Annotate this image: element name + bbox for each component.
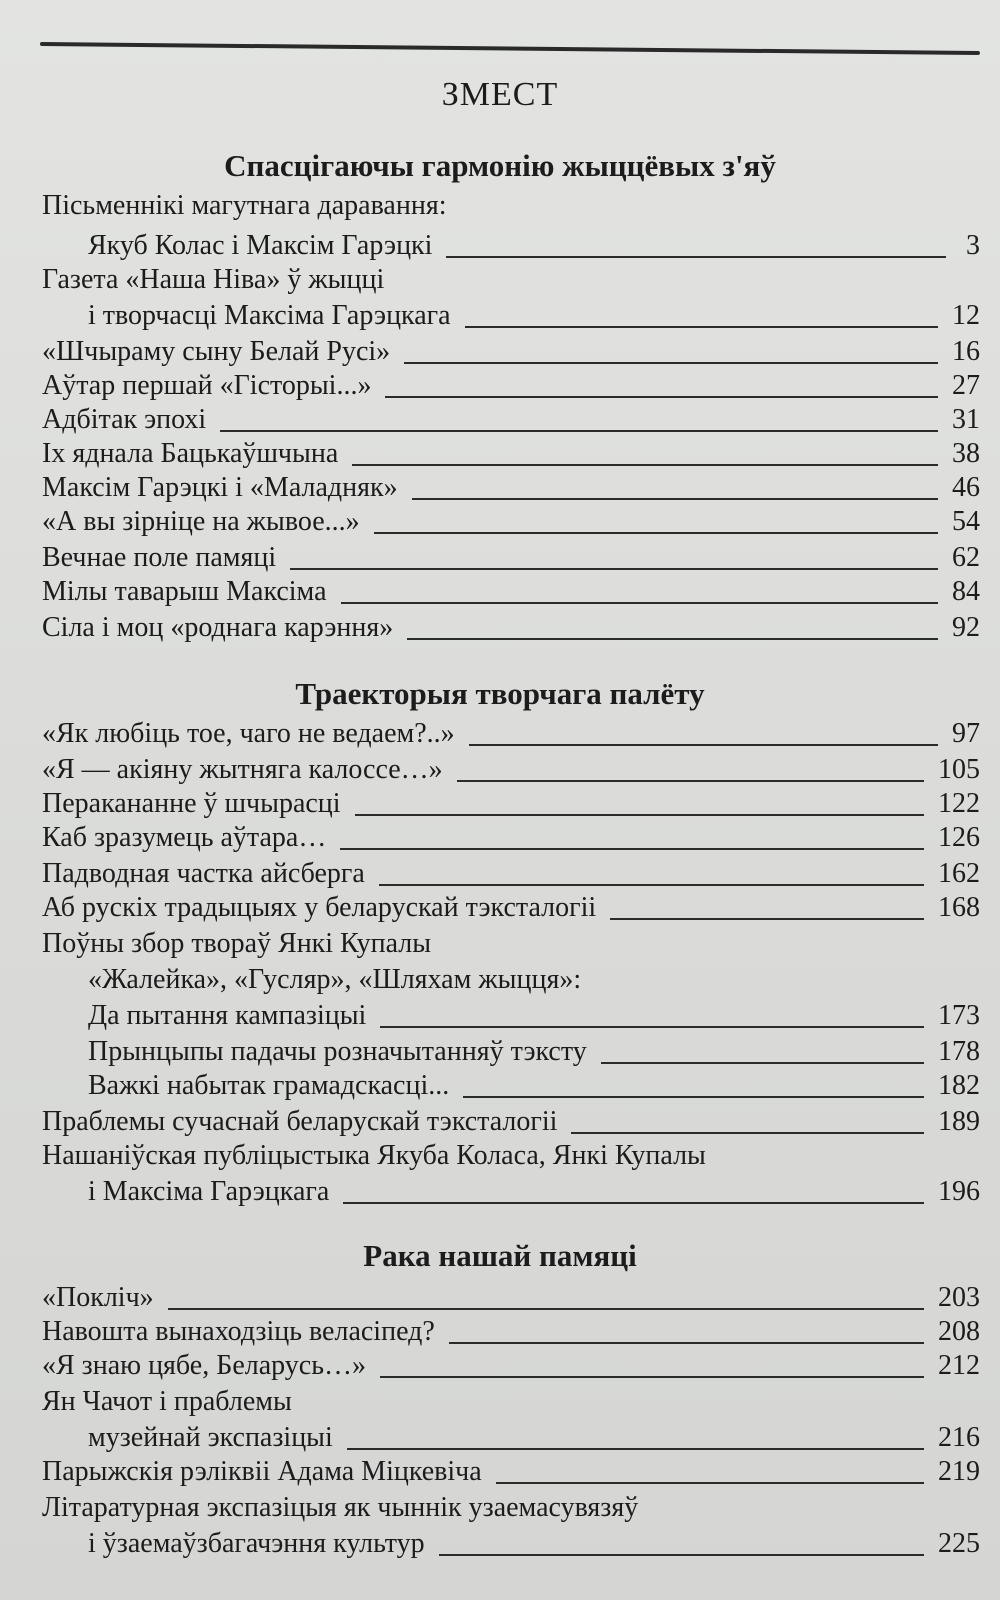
toc-entry: «Я знаю цябе, Беларусь…» 212 — [42, 1350, 980, 1381]
toc-entry: «Шчыраму сыну Белай Русі» 16 — [42, 336, 980, 367]
toc-entry: Важкі набытак грамадскасці... 182 — [88, 1070, 980, 1101]
toc-entry: і Максіма Гарэцкага 196 — [88, 1176, 980, 1207]
top-rule — [40, 42, 980, 55]
toc-entry: Максім Гарэцкі і «Маладняк» 46 — [42, 472, 980, 503]
toc-entry: Праблемы сучаснай беларускай тэксталогіі 189 — [42, 1106, 980, 1137]
toc-entry: Ян Чачот і праблемы — [42, 1386, 292, 1417]
toc-entry: Аб рускіх традыцыях у беларускай тэксталогіі 168 — [42, 892, 980, 923]
section-heading-1: Спасцігаючы гармонію жыццёвых з'яў — [224, 148, 776, 183]
toc-entry: Падводная частка айсберга 162 — [42, 858, 980, 889]
toc-entry: Сіла і моц «роднага карэння» 92 — [42, 612, 980, 643]
toc-entry: Нашаніўская публіцыстыка Якуба Коласа, Янкі Купалы — [42, 1140, 706, 1171]
toc-entry: Якуб Колас і Максім Гарэцкі 3 — [88, 230, 980, 261]
toc-entry: Мілы таварыш Максіма 84 — [42, 576, 980, 607]
section-heading-2: Траекторыя творчага палёту — [295, 676, 705, 711]
toc-entry: Перакананне ў шчырасці 122 — [42, 788, 980, 819]
toc-entry: і творчасці Максіма Гарэцкага 12 — [88, 300, 980, 331]
toc-entry: музейнай экспазіцыі 216 — [88, 1422, 980, 1453]
toc-entry: «Жалейка», «Гусляр», «Шляхам жыцця»: — [88, 964, 582, 995]
toc-entry: «А вы зірніце на жывое...» 54 — [42, 506, 980, 537]
page-title: ЗМЕСТ — [441, 76, 559, 113]
toc-entry: Аўтар першай «Гісторыі...» 27 — [42, 370, 980, 401]
section-heading-3: Рака нашай памяці — [363, 1238, 637, 1273]
toc-entry: «Як любіць тое, чаго не ведаем?..» 97 — [42, 718, 980, 749]
toc-entry: Парыжскія рэліквіі Адама Міцкевіча 219 — [42, 1456, 980, 1487]
toc-entry: Да пытання кампазіцыі 173 — [88, 1000, 980, 1031]
toc-entry: Адбітак эпохі 31 — [42, 404, 980, 435]
toc-entry: Пісьменнікі магутнага даравання: — [42, 190, 447, 221]
toc-entry: Вечнае поле памяці 62 — [42, 542, 980, 573]
toc-entry: Газета «Наша Ніва» ў жыцці — [42, 264, 385, 295]
toc-entry: Іх яднала Бацькаўшчына 38 — [42, 438, 980, 469]
toc-entry: «Покліч» 203 — [42, 1282, 980, 1313]
toc-entry: Навошта вынаходзіць веласіпед? 208 — [42, 1316, 980, 1347]
toc-entry: Прынцыпы падачы розначытанняў тэксту 178 — [88, 1036, 980, 1067]
toc-entry: Поўны збор твораў Янкі Купалы — [42, 928, 432, 959]
toc-entry: Каб зразумець аўтара… 126 — [42, 822, 980, 853]
toc-entry: «Я — акіяну жытняга калоссе…» 105 — [42, 754, 980, 785]
toc-entry: Літаратурная экспазіцыя як чыннік узаемасувязяў — [42, 1492, 639, 1523]
toc-entry: і ўзаемаўзбагачэння культур 225 — [88, 1528, 980, 1559]
